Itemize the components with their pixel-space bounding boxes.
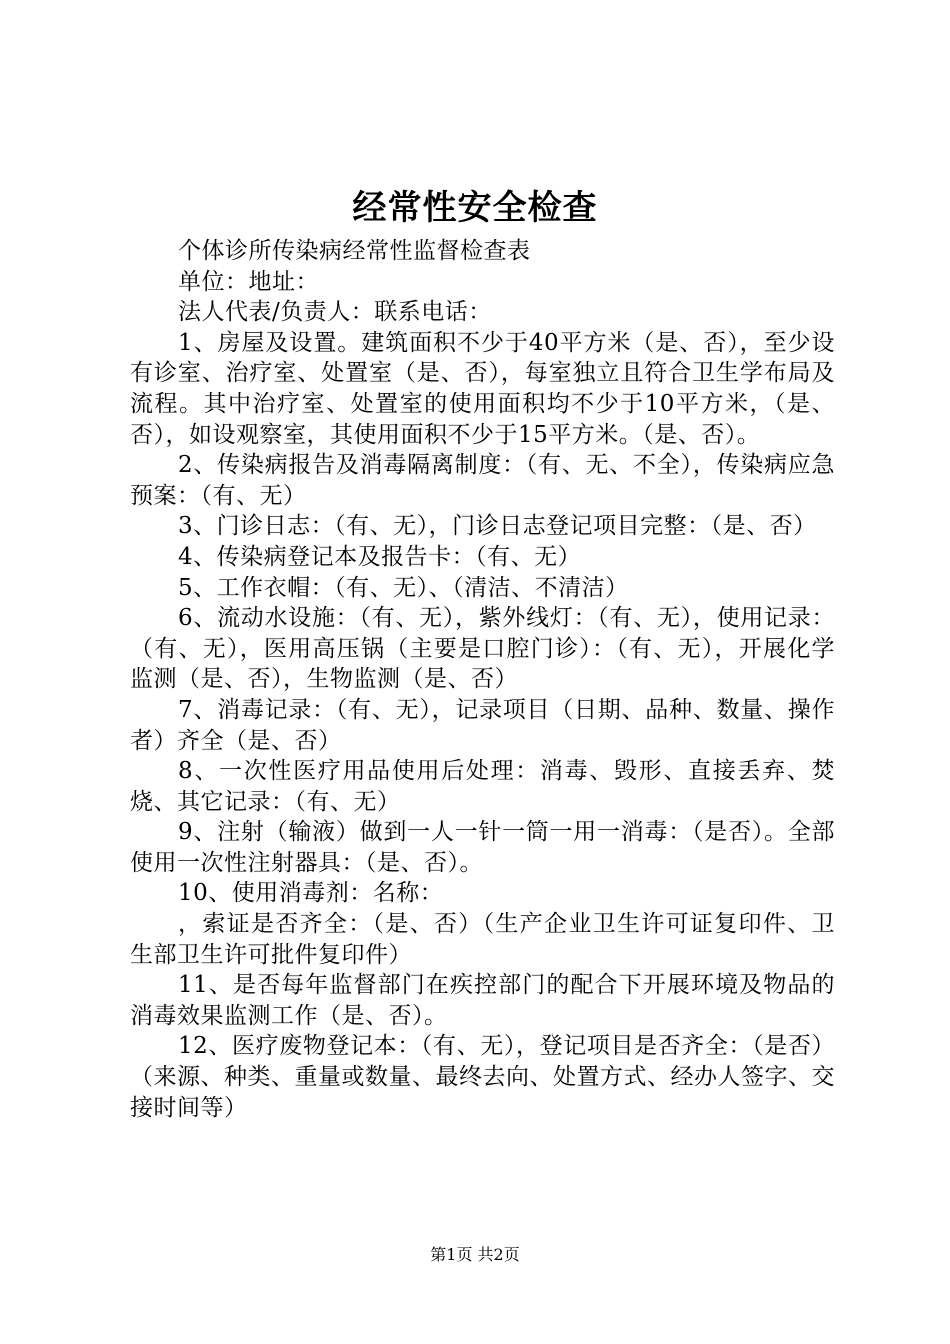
paragraph-item-3: 3、门诊日志：（有、无），门诊日志登记项目完整：（是、否） xyxy=(178,513,817,540)
paragraph-item-9: 9、注射（输液）做到一人一针一筒一用一消毒：（是否）。全部使用一次性注射器具：（是、否）。 xyxy=(130,819,835,876)
document-title: 经常性安全检查 xyxy=(352,188,598,228)
paragraph-item-11: 11、是否每年监督部门在疾控部门的配合下开展环境及物品的消毒效果监测工作（是、否）。 xyxy=(130,972,835,1029)
paragraph-item-2: 2、传染病报告及消毒隔离制度：（有、无、不全），传染病应急预案：（有、无） xyxy=(130,452,835,509)
paragraph-item-12: 12、医疗废物登记本：（有、无），登记项目是否齐全：（是否）（来源、种类、重量或数量、最终去向、处置方式、经办人签字、交接时间等） xyxy=(130,1033,835,1121)
paragraph-form-title: 个体诊所传染病经常性监督检查表 xyxy=(178,238,531,264)
paragraph-item-5: 5、工作衣帽：（有、无）、（清洁、不清洁） xyxy=(178,574,629,601)
paragraph-item-6: 6、流动水设施：（有、无），紫外线灯：（有、无），使用记录：（有、无），医用高压锅（主要是口腔门诊）：（有、无），开展化学监测（是、否），生物监测（是、否） xyxy=(130,605,835,693)
paragraph-item-4: 4、传染病登记本及报告卡：（有、无） xyxy=(178,543,582,570)
document-body xyxy=(130,236,835,1123)
paragraph-item-10: 10、使用消毒剂：名称： xyxy=(178,880,444,907)
page-footer: 第1页 共2页 xyxy=(430,1245,520,1264)
paragraph-item-8: 8、一次性医疗用品使用后处理：消毒、毁形、直接丢弃、焚烧、其它记录：（有、无） xyxy=(130,758,835,815)
paragraph-unit-address: 单位：地址： xyxy=(178,268,319,295)
paragraph-legal-rep: 法人代表/负责人：联系电话： xyxy=(178,299,492,326)
paragraph-item-7: 7、消毒记录：（有、无），记录项目（日期、品种、数量、操作者）齐全（是、否） xyxy=(130,696,835,754)
paragraph-item-10-cont: ，索证是否齐全：（是、否）（生产企业卫生许可证复印件、卫生部卫生许可批件复印件） xyxy=(130,911,835,968)
paragraph-item-1: 1、房屋及设置。建筑面积不少于40平方米（是、否），至少设有诊室、治疗室、处置室（是、否），每室独立且符合卫生学布局及流程。其中治疗室、处置室的使用面积均不少于10平方米，（是、否），如设观察室，其使用面积不少于15平方米。（是、否）。 xyxy=(130,329,835,448)
